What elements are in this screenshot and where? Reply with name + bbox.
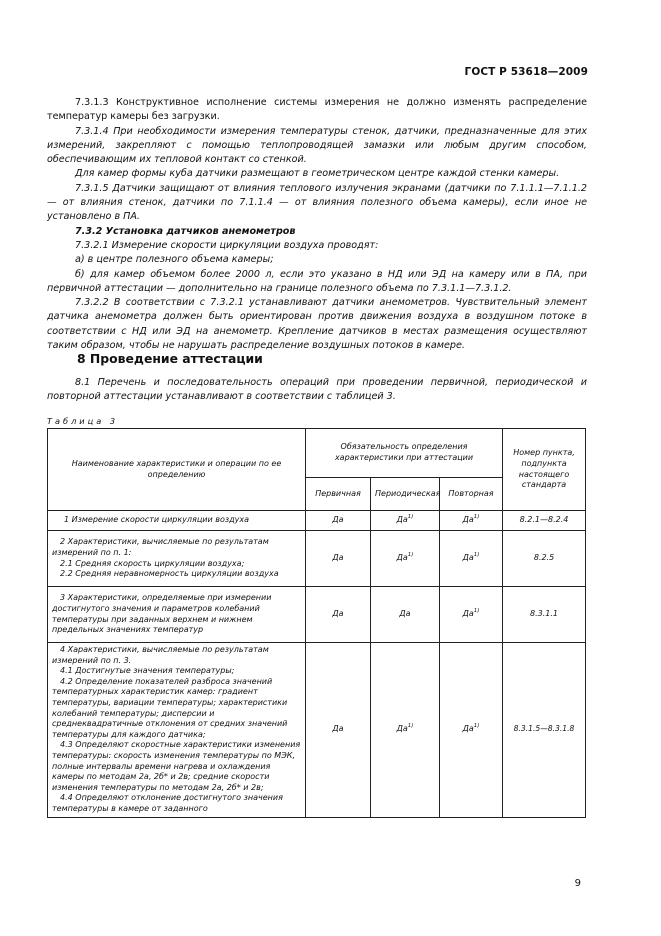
- row-4-name: [48, 643, 306, 818]
- row-2-line: 2.1 Средняя скорость циркуляции воздуха;: [60, 558, 245, 568]
- table-3: [47, 428, 586, 818]
- footnote-marker: 1): [407, 514, 414, 521]
- document-header-code: ГОСТ Р 53618—2009: [464, 66, 588, 78]
- row-4-periodic-value: Да: [396, 724, 408, 734]
- body-text: [47, 96, 587, 353]
- row-1-periodic-value: Да: [396, 515, 408, 525]
- header-name: Наименование характеристики и операции по ее определению: [48, 429, 306, 511]
- footnote-marker: 1): [473, 723, 480, 730]
- row-1-repeat: [440, 511, 503, 531]
- row-4-line: 4 Характеристики, вычисляемые по результатам измерений по п. 3.: [52, 645, 269, 665]
- subsection-heading-7-3-2: 7.3.2 Установка датчиков анемометров: [75, 225, 296, 237]
- row-2-line: 2.2 Средняя неравномерность циркуляции воздуха: [60, 569, 279, 579]
- row-2-periodic: [371, 531, 440, 587]
- footnote-marker: 1): [407, 723, 414, 730]
- header-repeat: Повторная: [440, 478, 503, 511]
- row-3-primary: Да: [306, 587, 371, 643]
- row-1-repeat-value: Да: [462, 515, 474, 525]
- row-2-primary: Да: [306, 531, 371, 587]
- row-3-name: [48, 587, 306, 643]
- row-3-clause: 8.3.1.1: [503, 587, 586, 643]
- table-row: [48, 511, 586, 531]
- row-4-repeat: [440, 643, 503, 818]
- footnote-marker: 1): [473, 608, 480, 615]
- row-4-line: 4.4 Определяют отклонение достигнутого значения температуры в камере от заданного: [52, 793, 283, 813]
- paragraph-7-3-1-4: 7.3.1.4 При необходимости измерения температуры стенок, датчики, предназначенные для этих измерений, закрепляют с помощью теплопроводящей замазки или любым другим способом, обеспечивающим их тепловой контакт со стенкой.: [47, 125, 587, 166]
- header-clause: Номер пункта, подпункта настоящего стандарта: [503, 429, 586, 511]
- row-2-clause: 8.2.5: [503, 531, 586, 587]
- header-obligation: Обязательность определения характеристики при аттестации: [306, 429, 503, 478]
- row-2-repeat-value: Да: [462, 553, 474, 563]
- row-4-line: 4.3 Определяют скоростные характеристики изменения температуры: скорость изменения температуры по МЭК, полные интервалы времени нагрева и охлаждения камеры по методам 2а, 2б* и 2в; средние скорости изменения температуры по методам 2а, 2б* и 2в;: [52, 740, 301, 792]
- table-row: [48, 587, 586, 643]
- row-3-repeat-value: Да: [462, 609, 474, 619]
- row-1-line: 1 Измерение скорости циркуляции воздуха: [64, 515, 249, 525]
- row-4-clause: 8.3.1.5—8.3.1.8: [503, 643, 586, 818]
- paragraph-7-3-1-5: 7.3.1.5 Датчики защищают от влияния теплового излучения экранами (датчики по 7.1.1.1—7.1.1.2 — от влияния стенок, датчики по 7.1.1.4 — от влияния полезного объема камеры), если иное не установлено в ПА.: [47, 182, 587, 223]
- footnote-marker: 1): [473, 514, 480, 521]
- row-4-repeat-value: Да: [462, 724, 474, 734]
- row-1-name: [48, 511, 306, 531]
- row-1-primary: Да: [306, 511, 371, 531]
- page-number: 9: [574, 878, 581, 889]
- row-1-clause: 8.2.1—8.2.4: [503, 511, 586, 531]
- table-row: [48, 531, 586, 587]
- header-primary: Первичная: [306, 478, 371, 511]
- footnote-marker: 1): [407, 552, 414, 559]
- row-3-repeat: [440, 587, 503, 643]
- paragraph-cube-sensors: Для камер формы куба датчики размещают в геометрическом центре каждой стенки камеры.: [75, 168, 560, 180]
- paragraph-7-3-2-2: 7.3.2.2 В соответствии с 7.3.2.1 устанавливают датчики анемометров. Чувствительный элемент датчика анемометра должен быть ориентирован против движения воздуха в воздушном потоке в соответствии с НД или ЭД на анемометр. Крепление датчиков в местах размещения осуществляют таким образом, чтобы не нарушать распределение воздушных потоков в камере.: [47, 297, 587, 352]
- row-1-periodic: [371, 511, 440, 531]
- row-3-periodic: Да: [371, 587, 440, 643]
- paragraph-7-3-1-3: 7.3.1.3 Конструктивное исполнение системы измерения не должно изменять распределение температур камеры без загрузки.: [47, 97, 587, 123]
- row-4-line: 4.2 Определение показателей разброса значений температурных характеристик камер: градиент температуры, вариации температуры; характеристики колебаний температуры; дисперсии и среднеквадратичные отклонения от средних значений температуры для каждого датчика;: [52, 676, 288, 739]
- table-header-row: [48, 429, 586, 478]
- row-2-name: [48, 531, 306, 587]
- table-row: [48, 643, 586, 818]
- row-4-line: 4.1 Достигнутые значения температуры;: [60, 666, 235, 676]
- list-item-b: б) для камер объемом более 2000 л, если это указано в НД или ЭД на камеру или в ПА, при первичной аттестации — дополнительно на границе полезного объема по 7.3.1.1—7.3.1.2.: [47, 268, 587, 294]
- row-2-line: 2 Характеристики, вычисляемые по результатам измерений по п. 1:: [52, 537, 269, 557]
- header-periodic: Периодическая: [371, 478, 440, 511]
- row-3-line: 3 Характеристики, определяемые при измерении достигнутого значения и параметров колебаний температуры при заданных верхнем и нижнем предельных значениях температур: [52, 593, 272, 635]
- row-4-periodic: [371, 643, 440, 818]
- section-title: 8 Проведение аттестации: [77, 351, 263, 366]
- paragraph-7-3-2-1: 7.3.2.1 Измерение скорости циркуляции воздуха проводят:: [75, 239, 379, 251]
- row-2-periodic-value: Да: [396, 553, 408, 563]
- row-4-primary: Да: [306, 643, 371, 818]
- paragraph-8-1: 8.1 Перечень и последовательность операций при проведении первичной, периодической и повторной аттестации устанавливают в соответствии с таблицей 3.: [47, 377, 587, 403]
- table-caption: Таблица 3: [47, 416, 119, 426]
- row-2-repeat: [440, 531, 503, 587]
- list-item-a: а) в центре полезного объема камеры;: [75, 254, 274, 266]
- footnote-marker: 1): [473, 552, 480, 559]
